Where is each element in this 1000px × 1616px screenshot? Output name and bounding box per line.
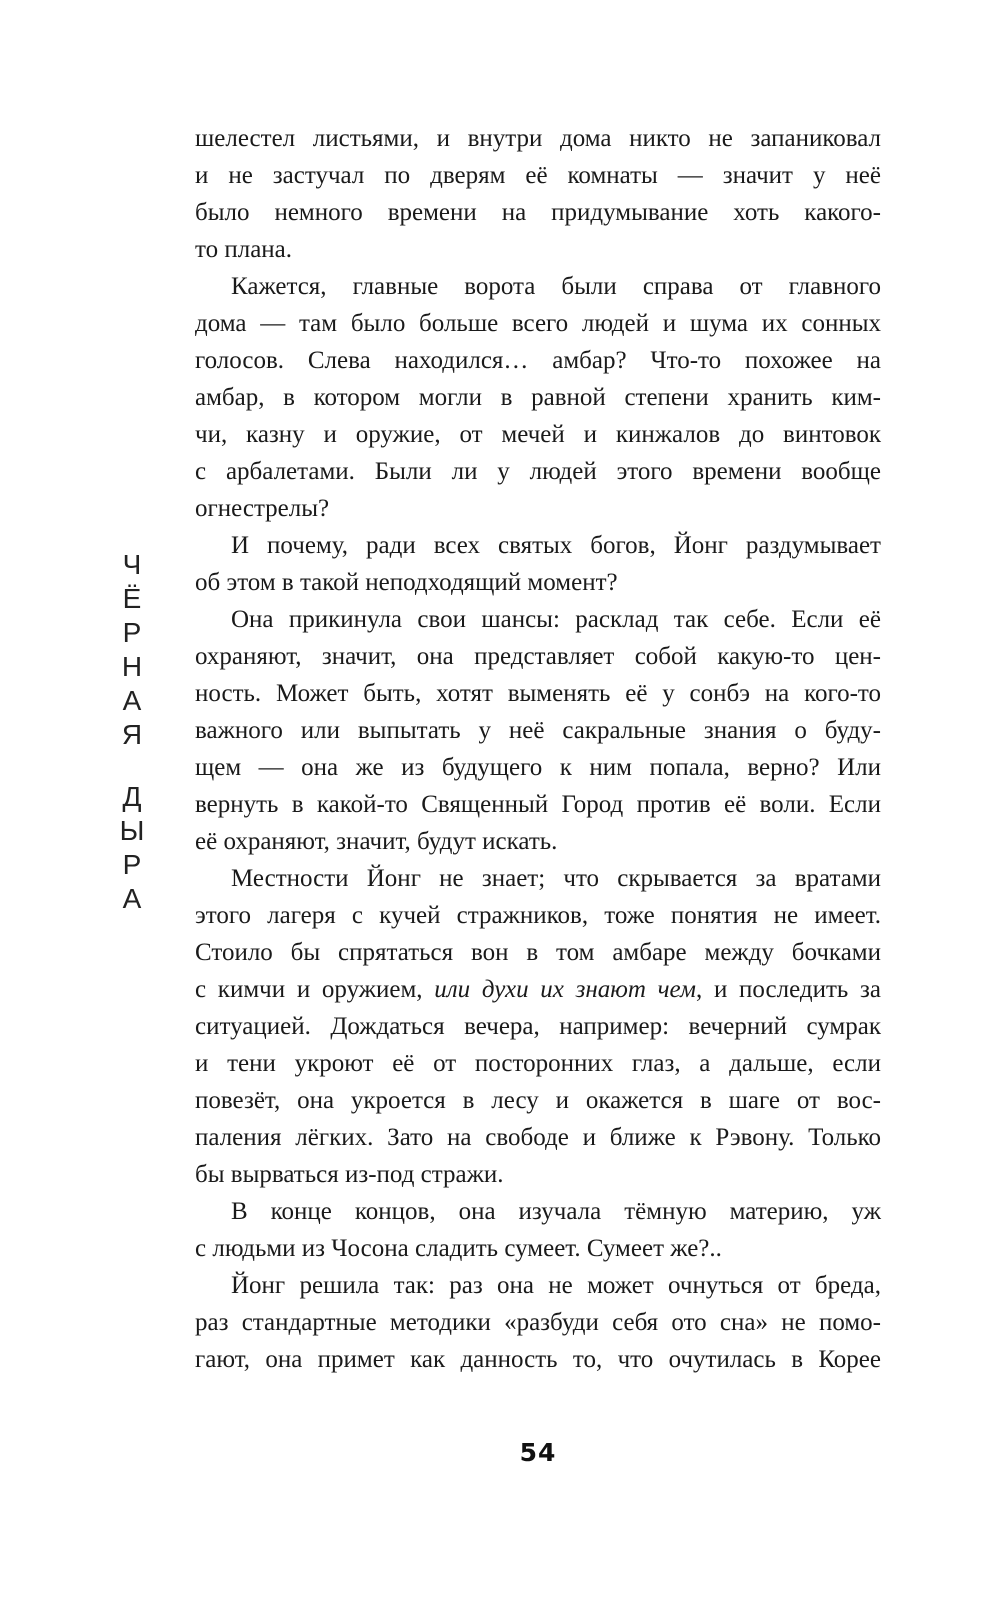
text-line: с людьми из Чосона сладить сумеет. Сумеет же?.. <box>195 1235 722 1262</box>
text-line: голосов. Слева находился… амбар? Что-то похожее на <box>195 347 881 374</box>
paragraph <box>195 120 881 268</box>
text-line: Йонг решила так: раз она не может очнуться от бреда, <box>231 1272 881 1299</box>
spine-letter: Ё <box>122 583 142 614</box>
text-line <box>195 971 881 1008</box>
spine-letter: Ы <box>119 815 145 846</box>
paragraph <box>195 601 881 860</box>
paragraph <box>195 527 881 601</box>
text-line: амбар, в котором могли в равной степени хранить ким- <box>195 384 881 411</box>
spine-letter: А <box>122 685 142 716</box>
text-line: шелестел листьями, и внутри дома никто не запаниковал <box>195 125 881 152</box>
text-line: повезёт, она укроется в лесу и окажется в шаге от вос- <box>195 1087 881 1114</box>
text-line: Стоило бы спрятаться вон в том амбаре между бочками <box>195 939 881 966</box>
text-line: этого лагеря с кучей стражников, тоже понятия не имеет. <box>195 902 881 929</box>
paragraph <box>195 860 881 1193</box>
paragraph <box>195 1267 881 1378</box>
spine-title <box>112 548 152 916</box>
text-line: чи, казну и оружие, от мечей и кинжалов до винтовок <box>195 421 881 448</box>
spine-letter: Р <box>122 849 142 880</box>
spine-letter: Н <box>121 651 143 682</box>
text-line: раз стандартные методики «разбуди себя ото сна» не помо- <box>195 1309 881 1336</box>
text-line: бы вырваться из-под стражи. <box>195 1161 504 1188</box>
page-number: 54 <box>519 1438 557 1467</box>
text-line: В конце концов, она изучала тёмную материю, уж <box>231 1198 881 1225</box>
italic-phrase: или духи их знают чем <box>434 976 696 1003</box>
spine-letter: Я <box>121 719 143 750</box>
text-line: и не застучал по дверям её комнаты — значит у неё <box>195 162 881 189</box>
text-line: гают, она примет как данность то, что очутилась в Корее <box>195 1346 881 1373</box>
text-line: ситуацией. Дождаться вечера, например: вечерний сумрак <box>195 1013 881 1040</box>
spine-letter: Р <box>122 617 142 648</box>
text-line: Местности Йонг не знает; что скрывается за вратами <box>231 865 881 892</box>
paragraph <box>195 268 881 527</box>
spine-letter: Ч <box>122 549 142 580</box>
text-line: об этом в такой неподходящий момент? <box>195 569 618 596</box>
text-line: И почему, ради всех святых богов, Йонг раздумывает <box>231 532 881 559</box>
text-line: и тени укроют её от посторонних глаз, а дальше, если <box>195 1050 881 1077</box>
spine-letter: А <box>122 883 142 914</box>
text-segment: с кимчи и оружием, <box>195 976 435 1003</box>
text-line: охраняют, значит, она представляет собой какую-то цен- <box>195 643 881 670</box>
text-line: её охраняют, значит, будут искать. <box>195 828 558 855</box>
text-line: то плана. <box>195 236 293 263</box>
text-line: Кажется, главные ворота были справа от главного <box>231 273 881 300</box>
text-segment: , и последить за <box>696 976 881 1003</box>
text-line: дома — там было больше всего людей и шума их сонных <box>195 310 881 337</box>
text-line: щем — она же из будущего к ним попала, верно? Или <box>195 754 881 781</box>
text-line: огнестрелы? <box>195 495 330 522</box>
text-line: было немного времени на придумывание хоть какого- <box>195 199 881 226</box>
text-line: важного или выпытать у неё сакральные знания о буду- <box>195 717 881 744</box>
text-line: Она прикинула свои шансы: расклад так себе. Если её <box>231 606 881 633</box>
text-line: вернуть в какой-то Священный Город против её воли. Если <box>195 791 881 818</box>
spine-letter: Д <box>122 781 142 812</box>
paragraph <box>195 1193 881 1267</box>
text-block <box>195 120 881 1378</box>
text-line: ность. Может быть, хотят выменять её у сонбэ на кого-то <box>195 680 881 707</box>
text-line: паления лёгких. Зато на свободе и ближе к Рэвону. Только <box>195 1124 881 1151</box>
text-line: с арбалетами. Были ли у людей этого времени вообще <box>195 458 881 485</box>
